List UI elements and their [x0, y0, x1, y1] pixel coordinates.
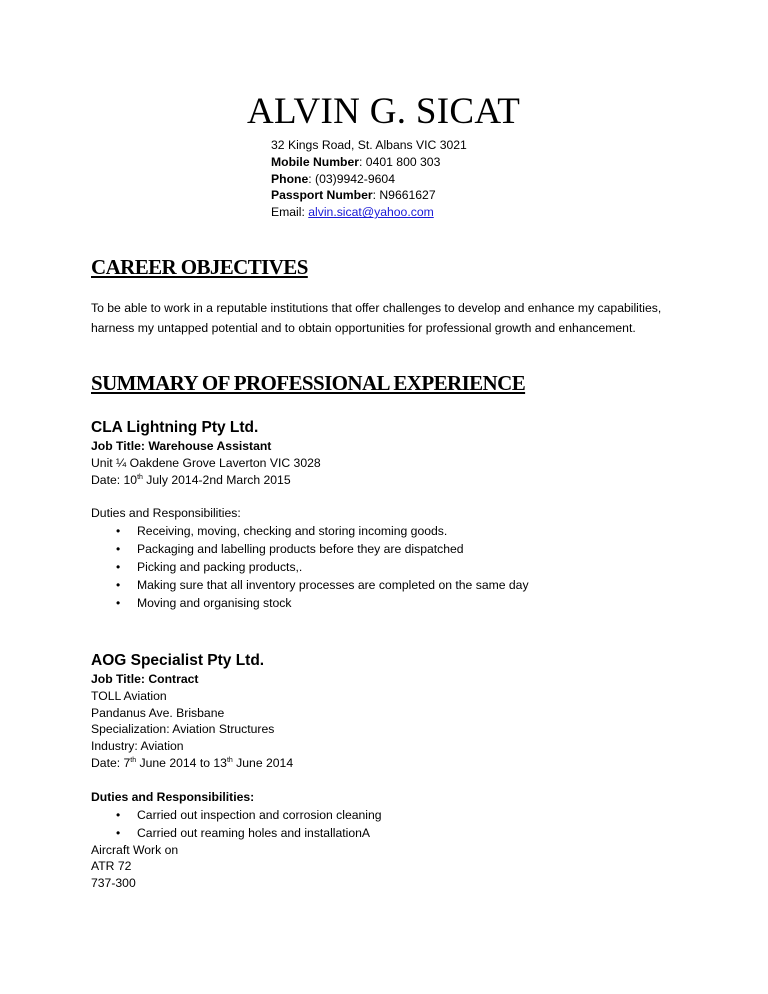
resume-name: ALVIN G. SICAT — [247, 91, 521, 132]
job-employer: TOLL Aviation — [91, 688, 167, 703]
date-superscript: th — [226, 756, 233, 764]
job-date — [91, 472, 529, 489]
job-address: Pandanus Ave. Brisbane — [91, 705, 225, 720]
aircraft-label: Aircraft Work on — [91, 842, 179, 857]
duty-text: Carried out reaming holes and installationA — [137, 825, 371, 840]
passport-value: : N9661627 — [372, 188, 436, 203]
job-entry-2 — [91, 651, 382, 892]
company-name: AOG Specialist Pty Ltd. — [91, 652, 265, 669]
date-mid: June 2014 to 13 — [136, 755, 227, 770]
bullet-icon: • — [116, 578, 121, 593]
bullet-icon: • — [116, 825, 121, 840]
list-item — [91, 806, 382, 824]
summary-heading: SUMMARY OF PROFESSIONAL EXPERIENCE — [91, 371, 526, 395]
email-line — [271, 204, 467, 221]
duties-list — [91, 806, 382, 842]
bullet-icon: • — [116, 596, 121, 611]
job-entry-1 — [91, 418, 529, 612]
passport-line — [271, 187, 467, 204]
bullet-icon: • — [116, 807, 121, 822]
date-rest: June 2014 — [232, 755, 294, 770]
list-item — [91, 558, 529, 576]
career-objectives-heading: CAREER OBJECTIVES — [91, 255, 308, 279]
phone-line — [271, 171, 467, 188]
duties-label: Duties and Responsibilities: — [91, 789, 255, 804]
date-superscript: th — [130, 756, 137, 764]
mobile-label: Mobile Number — [271, 154, 360, 169]
duties-label: Duties and Responsibilities: — [91, 506, 241, 521]
duty-text: Making sure that all inventory processes are completed on the same day — [137, 578, 529, 593]
duty-text: Moving and organising stock — [137, 596, 292, 611]
bullet-icon: • — [116, 542, 121, 557]
bullet-icon: • — [116, 560, 121, 575]
list-item — [91, 824, 382, 842]
date-prefix: Date: 10 — [91, 472, 138, 487]
list-item — [91, 594, 529, 612]
duty-text: Packaging and labelling products before they are dispatched — [137, 542, 464, 557]
email-label: Email: — [271, 205, 309, 220]
duties-list — [91, 522, 529, 612]
aircraft-item: 737-300 — [91, 876, 136, 891]
career-objectives-text: To be able to work in a reputable institutions that offer challenges to develop and enhance my capabilities, harness my untapped potential and to obtain opportunities for professional growth and enhancement. — [91, 301, 662, 335]
job-title: Job Title: Warehouse Assistant — [91, 439, 272, 453]
list-item — [91, 576, 529, 594]
date-prefix: Date: 7 — [91, 755, 131, 770]
job-title: Job Title: Contract — [91, 672, 199, 686]
duty-text: Receiving, moving, checking and storing incoming goods. — [137, 524, 448, 539]
job-address: Unit ¼ Oakdene Grove Laverton VIC 3028 — [91, 455, 321, 470]
duty-text: Carried out inspection and corrosion cleaning — [137, 807, 382, 822]
company-name: CLA Lightning Pty Ltd. — [91, 419, 259, 436]
address: 32 Kings Road, St. Albans VIC 3021 — [271, 138, 467, 152]
date-superscript: th — [137, 473, 143, 481]
job-industry: Industry: Aviation — [91, 739, 184, 754]
job-date — [91, 755, 382, 772]
mobile-value: : 0401 800 303 — [359, 154, 441, 169]
list-item — [91, 540, 529, 558]
duty-text: Picking and packing products,. — [137, 560, 303, 575]
date-rest: July 2014-2nd March 2015 — [142, 472, 291, 487]
job-specialization: Specialization: Aviation Structures — [91, 722, 275, 737]
phone-label: Phone — [271, 171, 309, 186]
list-item — [91, 522, 529, 540]
contact-block — [271, 137, 467, 221]
passport-label: Passport Number — [271, 188, 373, 203]
aircraft-item: ATR 72 — [91, 859, 132, 874]
phone-value: : (03)9942-9604 — [308, 171, 395, 186]
email-link[interactable]: alvin.sicat@yahoo.com — [308, 205, 434, 220]
mobile-line — [271, 154, 467, 171]
bullet-icon: • — [116, 524, 121, 539]
